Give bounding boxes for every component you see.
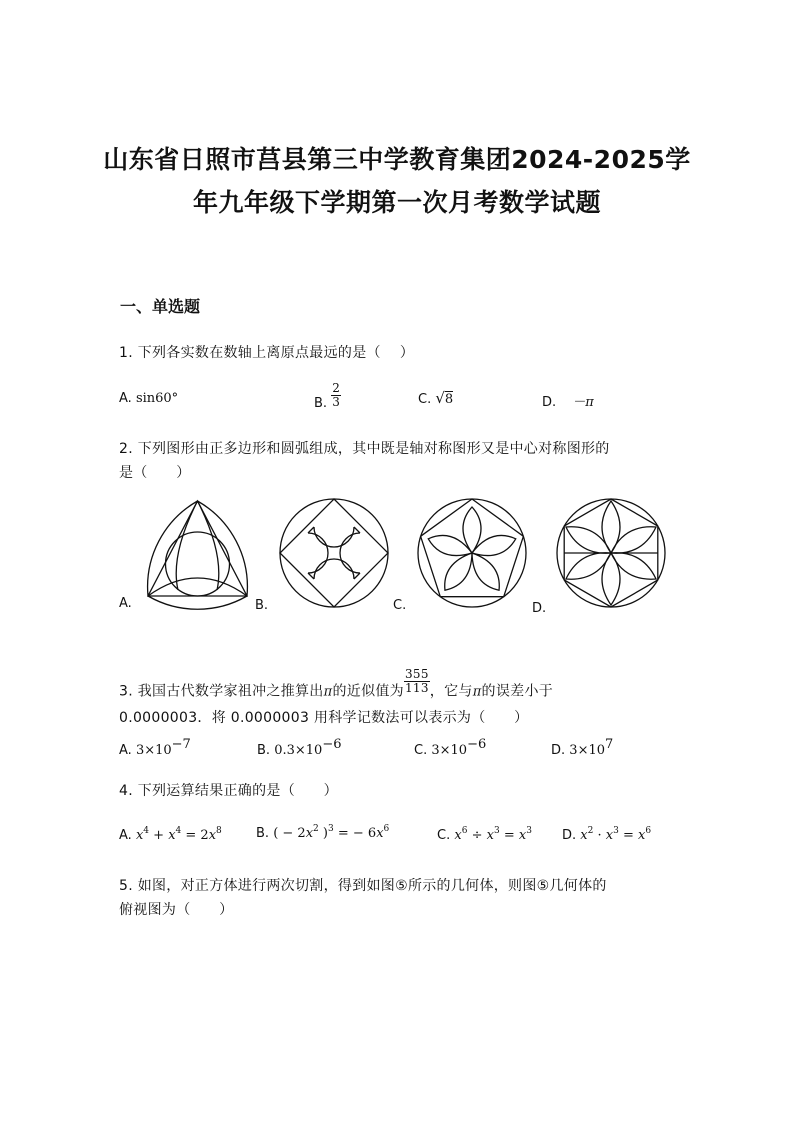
option-label: D. xyxy=(542,395,557,410)
q3-fraction xyxy=(404,668,430,695)
page-title-line2: 年九年级下学期第一次月考数学试题 xyxy=(192,188,601,217)
q3-option-d[interactable] xyxy=(551,737,614,758)
fraction-denominator: 3 xyxy=(332,395,340,409)
fraction xyxy=(331,382,341,409)
question-3-stem-line1 xyxy=(119,668,553,701)
question-2-stem-line1: 2. 下列图形由正多边形和圆弧组成，其中既是轴对称图形又是中心对称图形的 xyxy=(119,441,610,457)
option-label: B. xyxy=(256,826,270,841)
q3-text-a: 3. 我国古代数学家祖冲之推算出 xyxy=(119,683,324,700)
q2-option-c-label[interactable]: C. xyxy=(393,598,407,613)
option-label: A. xyxy=(119,828,132,843)
option-label: A. xyxy=(119,743,132,758)
option-exponent: −6 xyxy=(467,737,487,752)
q2-option-d-label[interactable]: D. xyxy=(532,601,547,616)
sqrt-icon: √ xyxy=(435,389,445,407)
option-label: C. xyxy=(418,392,432,407)
question-4-stem: 4. 下列运算结果正确的是（ ） xyxy=(119,783,338,799)
option-label: C. xyxy=(414,743,428,758)
q4-option-d[interactable] xyxy=(562,828,651,843)
section-heading: 一、单选题 xyxy=(120,297,201,316)
q1-option-b[interactable] xyxy=(314,382,341,411)
option-coef: 0.3×10 xyxy=(274,743,323,758)
option-expr: $x^6 \div x^3 = x^3$ xyxy=(454,826,532,843)
option-coef: 3×10 xyxy=(135,743,172,758)
q2-option-a-label[interactable]: A. xyxy=(119,596,132,611)
option-expr: ( − $2x^2$ )$^3$ = − $6x^6$ xyxy=(273,824,390,841)
q3-option-b[interactable] xyxy=(257,737,342,758)
pi-symbol: π xyxy=(472,684,482,700)
q1-option-d[interactable] xyxy=(542,391,594,410)
option-expr: $x^2 \cdot x^3 = x^6$ xyxy=(580,826,652,843)
radicand: 8 xyxy=(444,392,454,407)
q4-option-b[interactable] xyxy=(256,826,389,841)
figure-a-reuleaux-triangle xyxy=(140,495,255,610)
figure-c-pentagon-petals xyxy=(416,497,528,609)
q3-option-a[interactable] xyxy=(119,737,191,758)
fraction-numerator: 355 xyxy=(404,667,429,681)
option-exponent: 7 xyxy=(605,737,614,752)
question-3-stem-line2: 0.0000003．将 0.0000003 用科学记数法可以表示为（ ） xyxy=(119,710,529,726)
pi-symbol: π xyxy=(323,684,333,700)
option-expr: sin60° xyxy=(135,391,179,406)
question-1-stem: 1. 下列各实数在数轴上离原点最远的是（ ） xyxy=(119,345,415,361)
option-coef: 3×10 xyxy=(569,743,606,758)
q3-text-b: 的近似值为 xyxy=(332,683,404,700)
fraction-denominator: 113 xyxy=(404,681,429,695)
question-5-stem-line1: 5. 如图，对正方体进行两次切割，得到如图⑤所示的几何体，则图⑤几何体的 xyxy=(119,878,607,894)
option-label: B. xyxy=(314,396,328,411)
option-label: D. xyxy=(551,743,566,758)
q4-option-a[interactable] xyxy=(119,828,222,843)
option-exponent: −7 xyxy=(171,737,191,752)
q1-option-a[interactable] xyxy=(119,391,178,406)
q3-text-c: ，它与 xyxy=(429,683,473,700)
option-label: C. xyxy=(437,828,451,843)
question-2-stem-line2: 是（ ） xyxy=(119,465,191,481)
option-exponent: −6 xyxy=(322,737,342,752)
question-5-stem-line2: 俯视图为（ ） xyxy=(119,902,234,918)
option-label: B. xyxy=(257,743,271,758)
option-expr: $x^4 + x^4 = 2x^8$ xyxy=(135,826,222,843)
fraction-numerator: 2 xyxy=(332,381,340,395)
option-label: A. xyxy=(119,391,132,406)
q3-option-c[interactable] xyxy=(414,737,487,758)
figure-d-hexagon-petals xyxy=(555,497,667,609)
q1-option-c[interactable] xyxy=(418,389,453,407)
option-expr: －π xyxy=(572,395,594,410)
q4-option-c[interactable] xyxy=(437,828,532,843)
page-title-line1: 山东省日照市莒县第三中学教育集团2024-2025学 xyxy=(103,145,691,174)
option-label: D. xyxy=(562,828,577,843)
figure-b-circle-square xyxy=(278,497,390,609)
option-coef: 3×10 xyxy=(431,743,468,758)
q3-text-d: 的误差小于 xyxy=(481,683,554,700)
q2-option-b-label[interactable]: B. xyxy=(255,598,269,613)
